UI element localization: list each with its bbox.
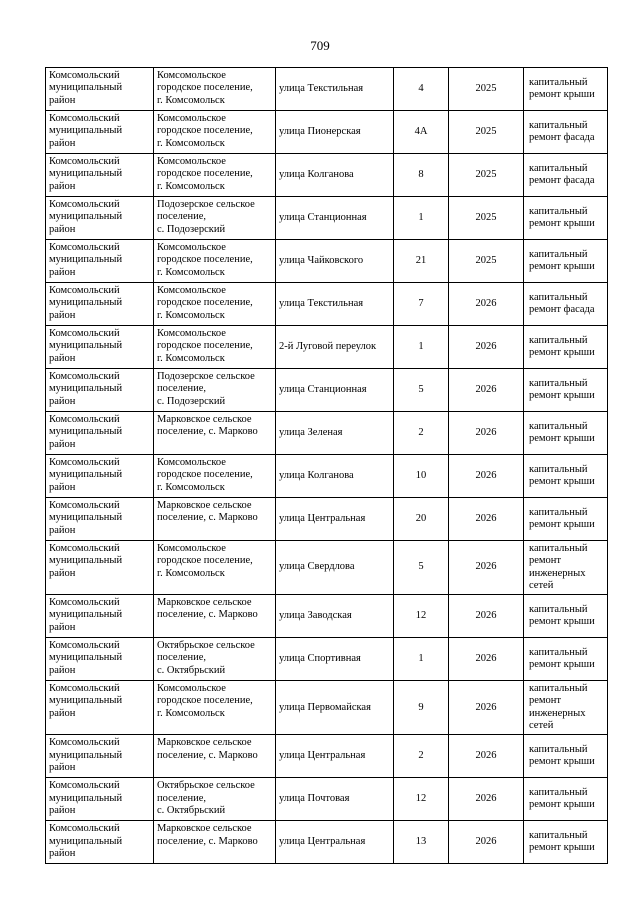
house-number-cell: 9 xyxy=(394,681,449,735)
table-row xyxy=(46,68,608,111)
district-cell: Комсомольский муниципальный район xyxy=(46,369,154,412)
settlement-cell: Октябрьское сельское поселение, с. Октябрьский xyxy=(154,638,276,681)
work-type-cell: капитальный ремонт крыши xyxy=(524,326,608,369)
district-cell: Комсомольский муниципальный район xyxy=(46,541,154,595)
year-cell: 2025 xyxy=(449,68,524,111)
year-cell: 2025 xyxy=(449,111,524,154)
house-number-cell: 1 xyxy=(394,638,449,681)
house-number-cell: 2 xyxy=(394,735,449,778)
house-number-cell: 4А xyxy=(394,111,449,154)
settlement-cell: Комсомольское городское поселение, г. Комсомольск xyxy=(154,283,276,326)
table-row xyxy=(46,283,608,326)
settlement-cell: Комсомольское городское поселение, г. Комсомольск xyxy=(154,240,276,283)
settlement-cell: Комсомольское городское поселение, г. Комсомольск xyxy=(154,681,276,735)
year-cell: 2026 xyxy=(449,821,524,864)
street-cell: улица Центральная xyxy=(276,821,394,864)
street-cell: улица Текстильная xyxy=(276,68,394,111)
house-number-cell: 1 xyxy=(394,326,449,369)
year-cell: 2025 xyxy=(449,197,524,240)
house-number-cell: 12 xyxy=(394,595,449,638)
district-cell: Комсомольский муниципальный район xyxy=(46,681,154,735)
work-type-cell: капитальный ремонт инженерных сетей xyxy=(524,681,608,735)
settlement-cell: Марковское сельское поселение, с. Марково xyxy=(154,595,276,638)
work-type-cell: капитальный ремонт инженерных сетей xyxy=(524,541,608,595)
settlement-cell: Октябрьское сельское поселение, с. Октябрьский xyxy=(154,778,276,821)
district-cell: Комсомольский муниципальный район xyxy=(46,326,154,369)
year-cell: 2026 xyxy=(449,412,524,455)
settlement-cell: Комсомольское городское поселение, г. Комсомольск xyxy=(154,326,276,369)
district-cell: Комсомольский муниципальный район xyxy=(46,455,154,498)
house-number-cell: 8 xyxy=(394,154,449,197)
district-cell: Комсомольский муниципальный район xyxy=(46,412,154,455)
settlement-cell: Комсомольское городское поселение, г. Комсомольск xyxy=(154,455,276,498)
district-cell: Комсомольский муниципальный район xyxy=(46,498,154,541)
house-number-cell: 12 xyxy=(394,778,449,821)
year-cell: 2025 xyxy=(449,154,524,197)
district-cell: Комсомольский муниципальный район xyxy=(46,595,154,638)
table-row xyxy=(46,638,608,681)
work-type-cell: капитальный ремонт крыши xyxy=(524,498,608,541)
page-number: 709 xyxy=(310,38,330,53)
year-cell: 2026 xyxy=(449,681,524,735)
year-cell: 2025 xyxy=(449,240,524,283)
house-number-cell: 4 xyxy=(394,68,449,111)
street-cell: улица Спортивная xyxy=(276,638,394,681)
work-type-cell: капитальный ремонт фасада xyxy=(524,283,608,326)
work-type-cell: капитальный ремонт крыши xyxy=(524,455,608,498)
work-type-cell: капитальный ремонт крыши xyxy=(524,412,608,455)
district-cell: Комсомольский муниципальный район xyxy=(46,154,154,197)
year-cell: 2026 xyxy=(449,326,524,369)
street-cell: улица Чайковского xyxy=(276,240,394,283)
settlement-cell: Подозерское сельское поселение, с. Подозерский xyxy=(154,197,276,240)
district-cell: Комсомольский муниципальный район xyxy=(46,197,154,240)
table-row xyxy=(46,541,608,595)
house-number-cell: 13 xyxy=(394,821,449,864)
year-cell: 2026 xyxy=(449,541,524,595)
house-number-cell: 21 xyxy=(394,240,449,283)
table-row xyxy=(46,681,608,735)
street-cell: улица Зеленая xyxy=(276,412,394,455)
district-cell: Комсомольский муниципальный район xyxy=(46,111,154,154)
work-type-cell: капитальный ремонт крыши xyxy=(524,595,608,638)
settlement-cell: Комсомольское городское поселение, г. Комсомольск xyxy=(154,111,276,154)
settlement-cell: Комсомольское городское поселение, г. Комсомольск xyxy=(154,68,276,111)
table-row xyxy=(46,595,608,638)
work-type-cell: капитальный ремонт крыши xyxy=(524,240,608,283)
district-cell: Комсомольский муниципальный район xyxy=(46,240,154,283)
work-type-cell: капитальный ремонт крыши xyxy=(524,821,608,864)
settlement-cell: Комсомольское городское поселение, г. Комсомольск xyxy=(154,154,276,197)
work-type-cell: капитальный ремонт крыши xyxy=(524,197,608,240)
street-cell: улица Заводская xyxy=(276,595,394,638)
house-number-cell: 5 xyxy=(394,541,449,595)
street-cell: улица Свердлова xyxy=(276,541,394,595)
table-row xyxy=(46,412,608,455)
year-cell: 2026 xyxy=(449,498,524,541)
settlement-cell: Комсомольское городское поселение, г. Комсомольск xyxy=(154,541,276,595)
table-row xyxy=(46,369,608,412)
table-row xyxy=(46,735,608,778)
street-cell: улица Пионерская xyxy=(276,111,394,154)
house-number-cell: 10 xyxy=(394,455,449,498)
settlement-cell: Подозерское сельское поселение, с. Подозерский xyxy=(154,369,276,412)
year-cell: 2026 xyxy=(449,735,524,778)
table-row xyxy=(46,778,608,821)
year-cell: 2026 xyxy=(449,369,524,412)
house-number-cell: 7 xyxy=(394,283,449,326)
district-cell: Комсомольский муниципальный район xyxy=(46,735,154,778)
street-cell: 2-й Луговой переулок xyxy=(276,326,394,369)
settlement-cell: Марковское сельское поселение, с. Марково xyxy=(154,821,276,864)
street-cell: улица Почтовая xyxy=(276,778,394,821)
work-type-cell: капитальный ремонт фасада xyxy=(524,154,608,197)
street-cell: улица Текстильная xyxy=(276,283,394,326)
street-cell: улица Станционная xyxy=(276,197,394,240)
table-row xyxy=(46,197,608,240)
district-cell: Комсомольский муниципальный район xyxy=(46,778,154,821)
table-row xyxy=(46,821,608,864)
work-type-cell: капитальный ремонт крыши xyxy=(524,369,608,412)
table-row xyxy=(46,154,608,197)
settlement-cell: Марковское сельское поселение, с. Марково xyxy=(154,498,276,541)
work-type-cell: капитальный ремонт крыши xyxy=(524,735,608,778)
street-cell: улица Колганова xyxy=(276,455,394,498)
year-cell: 2026 xyxy=(449,283,524,326)
table-row xyxy=(46,326,608,369)
house-number-cell: 1 xyxy=(394,197,449,240)
table-row xyxy=(46,498,608,541)
district-cell: Комсомольский муниципальный район xyxy=(46,638,154,681)
street-cell: улица Первомайская xyxy=(276,681,394,735)
table-row xyxy=(46,455,608,498)
street-cell: улица Колганова xyxy=(276,154,394,197)
work-type-cell: капитальный ремонт крыши xyxy=(524,68,608,111)
year-cell: 2026 xyxy=(449,778,524,821)
work-type-cell: капитальный ремонт фасада xyxy=(524,111,608,154)
table-row xyxy=(46,111,608,154)
district-cell: Комсомольский муниципальный район xyxy=(46,68,154,111)
work-type-cell: капитальный ремонт крыши xyxy=(524,638,608,681)
repair-schedule-table xyxy=(45,67,608,864)
year-cell: 2026 xyxy=(449,455,524,498)
house-number-cell: 5 xyxy=(394,369,449,412)
house-number-cell: 20 xyxy=(394,498,449,541)
work-type-cell: капитальный ремонт крыши xyxy=(524,778,608,821)
settlement-cell: Марковское сельское поселение, с. Марково xyxy=(154,412,276,455)
district-cell: Комсомольский муниципальный район xyxy=(46,821,154,864)
year-cell: 2026 xyxy=(449,638,524,681)
street-cell: улица Центральная xyxy=(276,498,394,541)
settlement-cell: Марковское сельское поселение, с. Марково xyxy=(154,735,276,778)
district-cell: Комсомольский муниципальный район xyxy=(46,283,154,326)
house-number-cell: 2 xyxy=(394,412,449,455)
year-cell: 2026 xyxy=(449,595,524,638)
street-cell: улица Станционная xyxy=(276,369,394,412)
street-cell: улица Центральная xyxy=(276,735,394,778)
table-row xyxy=(46,240,608,283)
